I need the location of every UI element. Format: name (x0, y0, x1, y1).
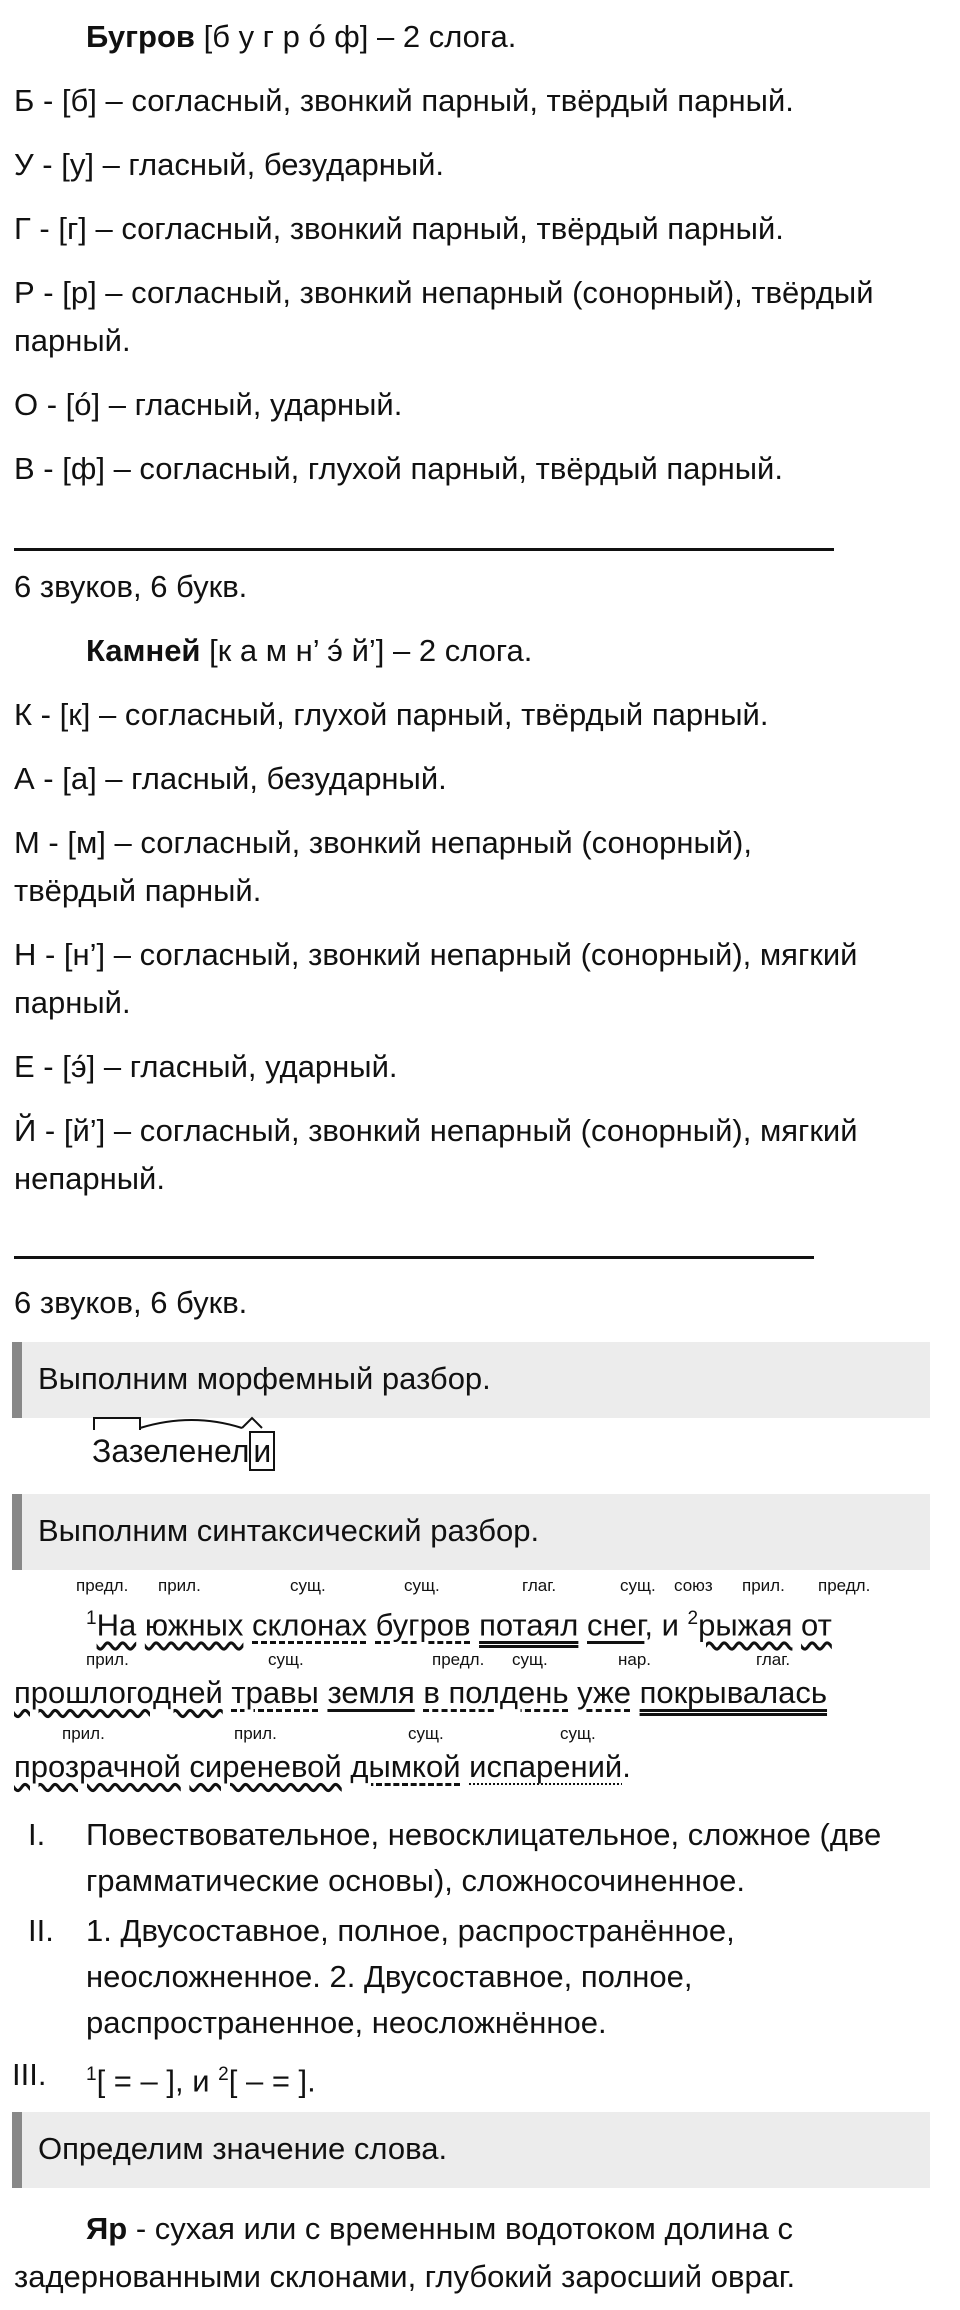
clause-index: 2 (218, 2064, 229, 2085)
sentence-line-1 (86, 1596, 832, 1648)
pos-tag: сущ. (290, 1576, 326, 1595)
word: склонах (252, 1607, 367, 1643)
list-item-line: Повествовательное, невосклицательное, сложное (две (86, 1817, 882, 1852)
pos-tag: нар. (618, 1650, 652, 1669)
morph-word-ending: и (249, 1431, 275, 1471)
word: травы (231, 1675, 319, 1710)
word2-letter-a: А - [а] – гласный, безударный. (14, 761, 447, 796)
section-header-syntax-text: Выполним синтаксический разбор. (38, 1513, 540, 1548)
scheme-part: [ – = ]. (228, 2063, 316, 2099)
list-item-line: неосложненное. 2. Двусоставное, полное, (86, 1959, 693, 1994)
word1-letter-r: Р - [р] – согласный, звонкий непарный (сонорный), твёрдый (14, 275, 874, 310)
word2-letter-e: Е - [э́] – гласный, ударный. (14, 1049, 398, 1084)
word1-letter-g: Г - [г] – согласный, звонкий парный, твёрдый парный. (14, 211, 784, 246)
pos-tag: сущ. (512, 1650, 548, 1669)
word2-summary: 6 звуков, 6 букв. (14, 1285, 248, 1320)
list-number: II. (28, 1913, 54, 1948)
pos-tag: предл. (76, 1576, 129, 1595)
word: рыжая (698, 1607, 793, 1643)
pos-tag: глаг. (756, 1650, 791, 1669)
list-item (86, 1812, 926, 1904)
word1-letter-r-cont: парный. (14, 323, 131, 358)
word: потаял (479, 1607, 579, 1643)
list-item-scheme (86, 2052, 926, 2104)
word: прозрачной (14, 1749, 181, 1784)
word: земля (327, 1675, 415, 1710)
pos-tag: прил. (742, 1576, 785, 1595)
prefix-root-suffix-marks (92, 1414, 282, 1434)
word1-letter-u: У - [у] – гласный, безударный. (14, 147, 445, 182)
pos-tag: сущ. (560, 1724, 596, 1743)
pos-tag: прил. (86, 1650, 129, 1669)
word1-summary: 6 звуков, 6 букв. (14, 569, 248, 604)
section-header-meaning (12, 2112, 930, 2188)
section-header-syntax (12, 1494, 930, 1570)
word: в полдень (423, 1675, 569, 1710)
pos-tag: сущ. (408, 1724, 444, 1743)
conjunction: , и (644, 1607, 688, 1643)
divider-line (14, 548, 834, 551)
sentence-line-2 (14, 1670, 827, 1716)
word1-letter-b: Б - [б] – согласный, звонкий парный, твёрдый парный. (14, 83, 794, 118)
definition-text: - сухая или с временным водотоком долина с (127, 2211, 793, 2246)
list-number: III. (12, 2057, 47, 2092)
morph-word-stem: Зазеленел (92, 1433, 250, 1469)
period: . (622, 1749, 631, 1784)
word2-letter-n: Н - [н’] – согласный, звонкий непарный (сонорный), мягкий (14, 937, 858, 972)
divider-line (14, 1256, 814, 1259)
section-header-meaning-text: Определим значение слова. (38, 2131, 448, 2166)
morpheme-analysis (92, 1428, 275, 1474)
clause-index: 1 (86, 2064, 97, 2085)
word2-title-word: Камней (86, 633, 201, 668)
list-item-line: грамматические основы), сложносочиненное. (86, 1863, 746, 1898)
word: На (96, 1607, 137, 1643)
word1-letter-v: В - [ф] – согласный, глухой парный, твёрдый парный. (14, 451, 783, 486)
list-item (86, 1908, 926, 2046)
sentence-line-3 (14, 1744, 631, 1790)
clause-index: 1 (86, 1608, 97, 1629)
pos-tag: глаг. (522, 1576, 557, 1595)
pos-tag: предл. (818, 1576, 871, 1595)
word2-letter-n-cont: парный. (14, 985, 131, 1020)
pos-tag: прил. (158, 1576, 201, 1595)
section-header-morph-text: Выполним морфемный разбор. (38, 1361, 491, 1396)
pos-tag: сущ. (620, 1576, 656, 1595)
word2-letter-y-cont: непарный. (14, 1161, 165, 1196)
word1-title-rest: [б у г р ó ф] – 2 слога. (194, 19, 517, 54)
list-item-line: 1. Двусоставное, полное, распространённое, (86, 1913, 735, 1948)
word: прошлогодней (14, 1675, 223, 1710)
word2-heading (86, 628, 532, 674)
word2-letter-m: М - [м] – согласный, звонкий непарный (сонорный), (14, 825, 752, 860)
word: сиреневой (189, 1749, 342, 1784)
list-number: I. (28, 1817, 46, 1852)
word: снег (587, 1607, 645, 1643)
word2-letter-k: К - [к] – согласный, глухой парный, твёрдый парный. (14, 697, 769, 732)
section-header-morph (12, 1342, 930, 1418)
pos-tag: сущ. (268, 1650, 304, 1669)
pos-tag: сущ. (404, 1576, 440, 1595)
word2-letter-y: Й - [й’] – согласный, звонкий непарный (сонорный), мягкий (14, 1113, 858, 1148)
word2-title-rest: [к а м н’ э́ й’] – 2 слога. (200, 633, 533, 668)
word1-title-word: Бугров (86, 19, 195, 54)
word2-letter-m-cont: твёрдый парный. (14, 873, 262, 908)
word: дымкой (350, 1749, 461, 1784)
word: от (801, 1607, 832, 1643)
definition-term: Яр (86, 2211, 128, 2246)
definition-line-2: задернованными склонами, глубокий заросший овраг. (14, 2259, 796, 2294)
pos-tag: союз (674, 1576, 713, 1595)
scheme-part: [ = – ], и (96, 2063, 219, 2099)
definition-line-1 (86, 2206, 793, 2252)
word1-letter-o: О - [ó] – гласный, ударный. (14, 387, 403, 422)
word: южных (144, 1607, 244, 1643)
word1-heading (86, 14, 516, 60)
pos-tag: прил. (62, 1724, 105, 1743)
list-item-line: распространенное, неосложнённое. (86, 2005, 607, 2040)
pos-tag: прил. (234, 1724, 277, 1743)
word: покрывалась (639, 1675, 828, 1710)
clause-index: 2 (687, 1608, 699, 1629)
word: уже (577, 1675, 631, 1710)
word: испарений (469, 1749, 623, 1784)
word: бугров (375, 1607, 471, 1643)
pos-tag: предл. (432, 1650, 485, 1669)
